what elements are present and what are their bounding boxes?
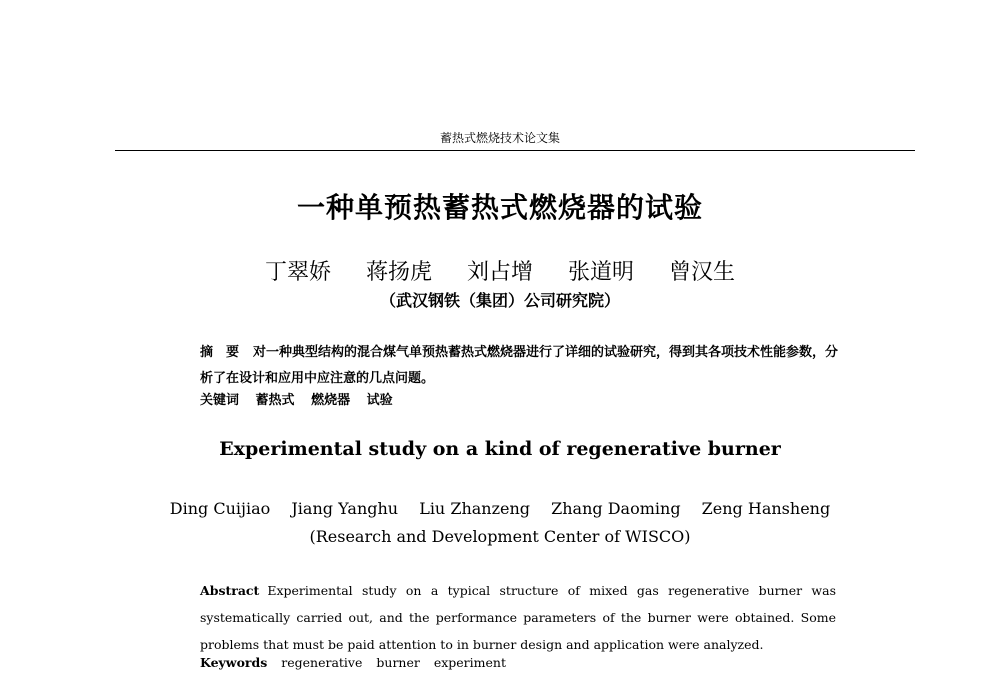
- english-abstract: [200, 577, 836, 658]
- running-header: 蓄热式燃烧技术论文集: [439, 131, 560, 145]
- chinese-author: 刘占增: [466, 260, 533, 285]
- english-author: Zeng Hansheng: [701, 499, 831, 518]
- chinese-title: 一种单预热蓄热式燃烧器的试验: [296, 191, 703, 224]
- chinese-author: 蒋扬虎: [365, 260, 432, 285]
- english-keyword: experiment: [433, 655, 506, 670]
- english-abstract-text: Experimental study on a typical structure of mixed gas regenerative burner was systematically carried out, and the performance parameters of the burner were obtained. Some problems that must be paid attention to in burner design and application were analyzed.: [200, 583, 836, 652]
- chinese-keyword: 燃烧器: [311, 393, 351, 408]
- english-keywords-label: Keywords: [200, 655, 268, 670]
- chinese-abstract-label: 摘 要: [200, 345, 240, 360]
- chinese-keyword: 试验: [366, 393, 393, 408]
- chinese-abstract: [200, 340, 840, 392]
- english-keyword: burner: [376, 655, 420, 670]
- header-rule: [115, 150, 915, 151]
- chinese-abstract-text: 对一种典型结构的混合煤气单预热蓄热式燃烧器进行了详细的试验研究，得到其各项技术性能参数，分析了在设计和应用中应注意的几点问题。: [200, 345, 839, 386]
- chinese-keywords: [200, 389, 840, 408]
- english-abstract-label: Abstract: [200, 583, 260, 598]
- chinese-affiliation: （武汉钢铁（集团）公司研究院）: [379, 291, 620, 310]
- english-author: Zhang Daoming: [551, 499, 681, 518]
- chinese-author: 张道明: [568, 260, 635, 285]
- english-author: Liu Zhanzeng: [419, 499, 531, 518]
- chinese-authors: [0, 255, 1000, 286]
- english-keyword: regenerative: [281, 655, 363, 670]
- english-author: Jiang Yanghu: [291, 499, 399, 518]
- chinese-keywords-label: 关键词: [200, 393, 240, 408]
- english-title: Experimental study on a kind of regenerative burner: [219, 438, 781, 460]
- english-keywords: [200, 655, 840, 670]
- chinese-author: 曾汉生: [669, 260, 736, 285]
- chinese-author: 丁翠娇: [264, 260, 331, 285]
- english-author: Ding Cuijiao: [169, 499, 271, 518]
- chinese-keyword: 蓄热式: [255, 393, 295, 408]
- english-authors: [0, 499, 1000, 518]
- english-affiliation: (Research and Development Center of WISCO): [309, 527, 691, 546]
